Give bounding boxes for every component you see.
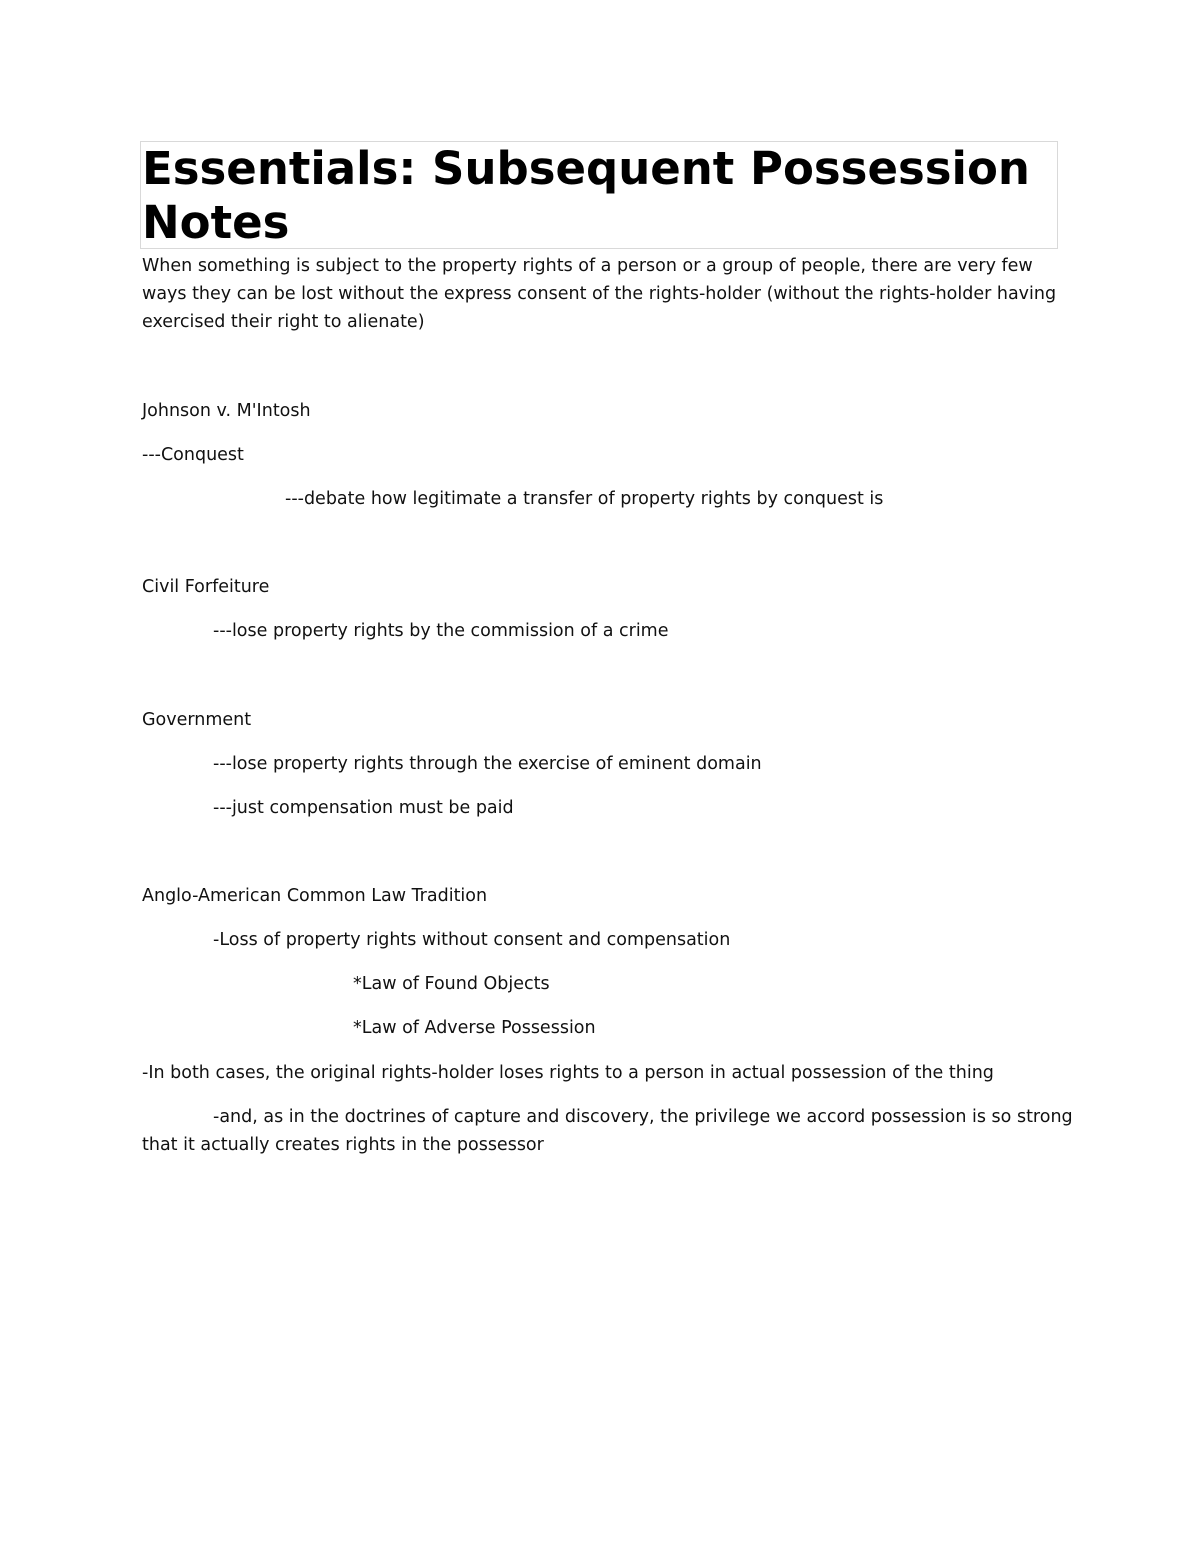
heading-government: Government: [142, 710, 252, 730]
intro-paragraph: When something is subject to the property rights of a person or a group of people, there are very few ways they can be lost without the express consent of the rights-holder (without the rights-holder having exercised their right to alienate): [142, 256, 1057, 332]
heading-anglo-american: Anglo-American Common Law Tradition: [142, 886, 488, 906]
item-forfeiture: ---lose property rights by the commission of a crime: [213, 621, 669, 641]
conclusion-privilege-line2: that it actually creates rights in the possessor: [142, 1135, 544, 1155]
item-loss-without-consent: -Loss of property rights without consent and compensation: [213, 930, 731, 950]
conclusion-privilege-line1: -and, as in the doctrines of capture and discovery, the privilege we accord possession is so strong: [213, 1107, 1073, 1127]
subitem-conquest-debate: ---debate how legitimate a transfer of property rights by conquest is: [285, 489, 884, 509]
item-conquest: ---Conquest: [142, 445, 244, 465]
law-adverse-possession: *Law of Adverse Possession: [353, 1018, 596, 1038]
item-eminent-domain: ---lose property rights through the exercise of eminent domain: [213, 754, 762, 774]
heading-civil-forfeiture: Civil Forfeiture: [142, 577, 270, 597]
document-title: Essentials: Subsequent Possession Notes: [142, 142, 1030, 249]
heading-johnson: Johnson v. M'Intosh: [142, 401, 311, 421]
item-just-compensation: ---just compensation must be paid: [213, 798, 514, 818]
conclusion-both-cases: -In both cases, the original rights-holder loses rights to a person in actual possession of the thing: [142, 1063, 994, 1083]
law-found-objects: *Law of Found Objects: [353, 974, 550, 994]
